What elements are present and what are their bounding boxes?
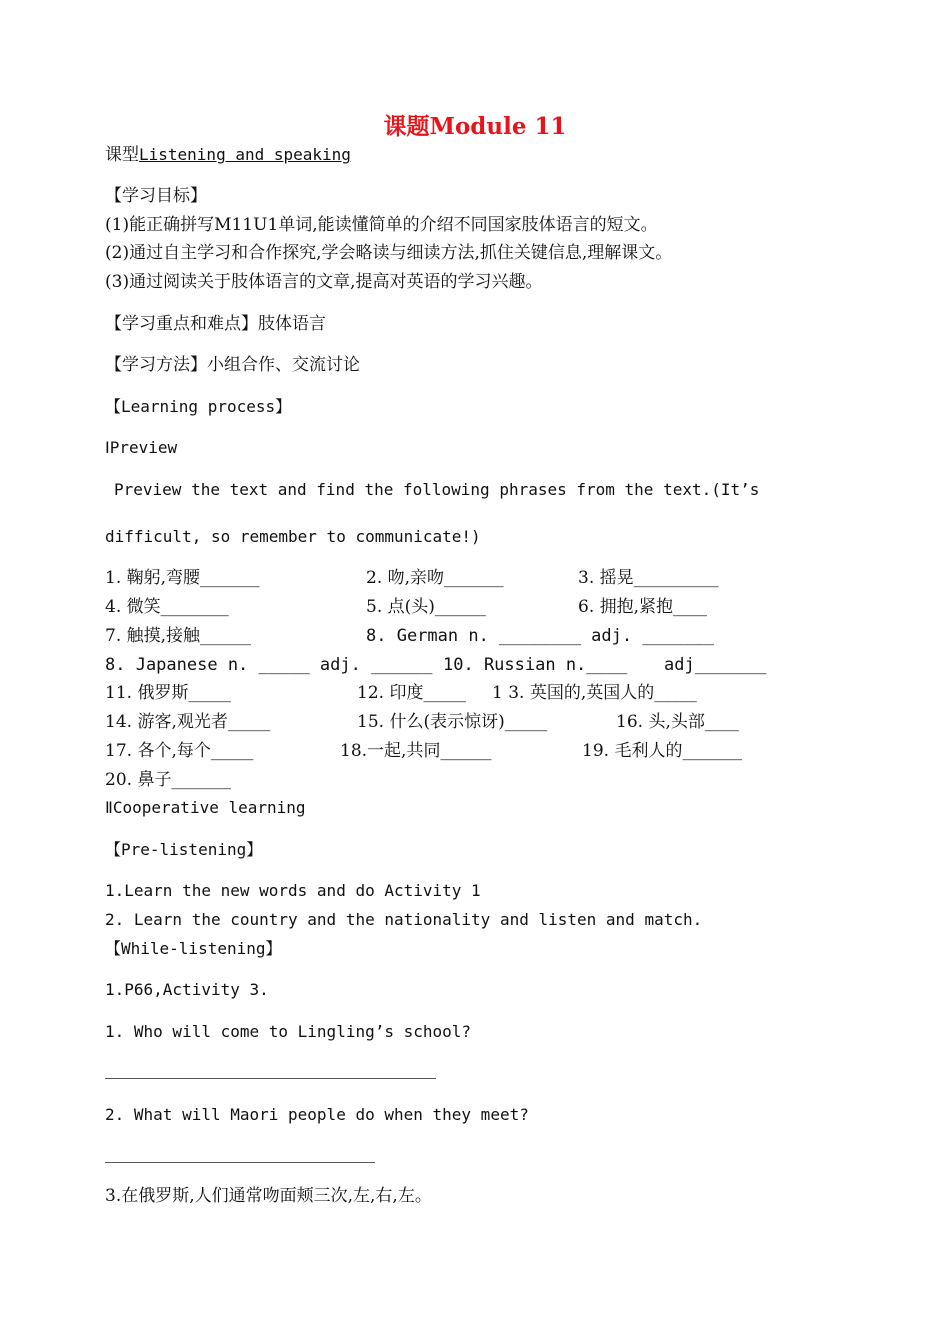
- phrase-item: 8. Japanese n. _____ adj. ______: [105, 655, 433, 675]
- while-listening-heading: 【While-listening】: [105, 939, 282, 958]
- phrase-item: 8. German n. ________ adj. _______: [366, 626, 714, 646]
- question-3: 3.在俄罗斯,人们通常吻面颊三次,左,右,左。: [105, 1186, 432, 1206]
- process-heading: 【Learning process】: [105, 397, 292, 416]
- phrase-item: 18.一起,共同______: [340, 741, 492, 761]
- phrase-item: 5. 点(头)______: [366, 597, 486, 617]
- objective-3: (3)通过阅读关于肢体语言的文章,提高对英语的学习兴趣。: [105, 272, 543, 292]
- pre-listening-heading: 【Pre-listening】: [105, 840, 263, 859]
- phrase-item: 1 3. 英国的,英国人的_____: [492, 683, 697, 703]
- phrase-item: 4. 微笑________: [105, 597, 229, 617]
- phrase-item: 2. 吻,亲吻_______: [366, 568, 504, 588]
- phrase-item: 19. 毛利人的_______: [582, 741, 742, 761]
- phrase-item: 20. 鼻子_______: [105, 770, 231, 790]
- objective-2: (2)通过自主学习和合作探究,学会略读与细读方法,抓住关键信息,理解课文。: [105, 243, 673, 263]
- coop-heading: ⅡCooperative learning: [105, 798, 306, 817]
- pre-listening-item-2: 2. Learn the country and the nationality and listen and match.: [105, 910, 703, 929]
- phrase-item: 10. Russian n.____: [443, 655, 628, 675]
- preview-instruction-2: difficult, so remember to communicate!): [105, 527, 481, 546]
- phrase-item: 12. 印度_____: [357, 683, 466, 703]
- preview-heading: ⅠPreview: [105, 438, 178, 457]
- phrase-item: adj_______: [664, 655, 767, 675]
- question-2: 2. What will Maori people do when they meet?: [105, 1105, 529, 1124]
- phrase-item: 14. 游客,观光者_____: [105, 712, 271, 732]
- objectives-heading: 【学习目标】: [105, 186, 207, 206]
- answer-line-1: [105, 1078, 436, 1079]
- learning-method: 【学习方法】小组合作、交流讨论: [105, 355, 360, 375]
- key-points: 【学习重点和难点】肢体语言: [105, 314, 326, 334]
- phrase-item: 1. 鞠躬,弯腰_______: [105, 568, 260, 588]
- objective-1: (1)能正确拼写M11U1单词,能读懂简单的介绍不同国家肢体语言的短文。: [105, 215, 658, 235]
- phrase-item: 7. 触摸,接触______: [105, 626, 252, 646]
- phrase-item: 6. 拥抱,紧抱____: [578, 597, 708, 617]
- phrase-item: 11. 俄罗斯_____: [105, 683, 231, 703]
- preview-instruction-1: Preview the text and find the following phrases from the text.(It’s: [114, 480, 760, 499]
- phrase-item: 17. 各个,每个_____: [105, 741, 254, 761]
- answer-line-2: [105, 1162, 375, 1163]
- lesson-type-label: 课型: [105, 145, 139, 165]
- pre-listening-item-1: 1.Learn the new words and do Activity 1: [105, 881, 481, 900]
- lesson-type: [105, 144, 351, 166]
- phrase-item: 3. 摇晃__________: [578, 568, 719, 588]
- page-title: 课题Module 11: [383, 113, 567, 140]
- activity-reference: 1.P66,Activity 3.: [105, 980, 269, 999]
- question-1: 1. Who will come to Lingling’s school?: [105, 1022, 472, 1041]
- phrase-item: 16. 头,头部____: [616, 712, 739, 732]
- lesson-type-value: Listening and speaking: [139, 145, 351, 164]
- phrase-item: 15. 什么(表示惊讶)_____: [357, 712, 548, 732]
